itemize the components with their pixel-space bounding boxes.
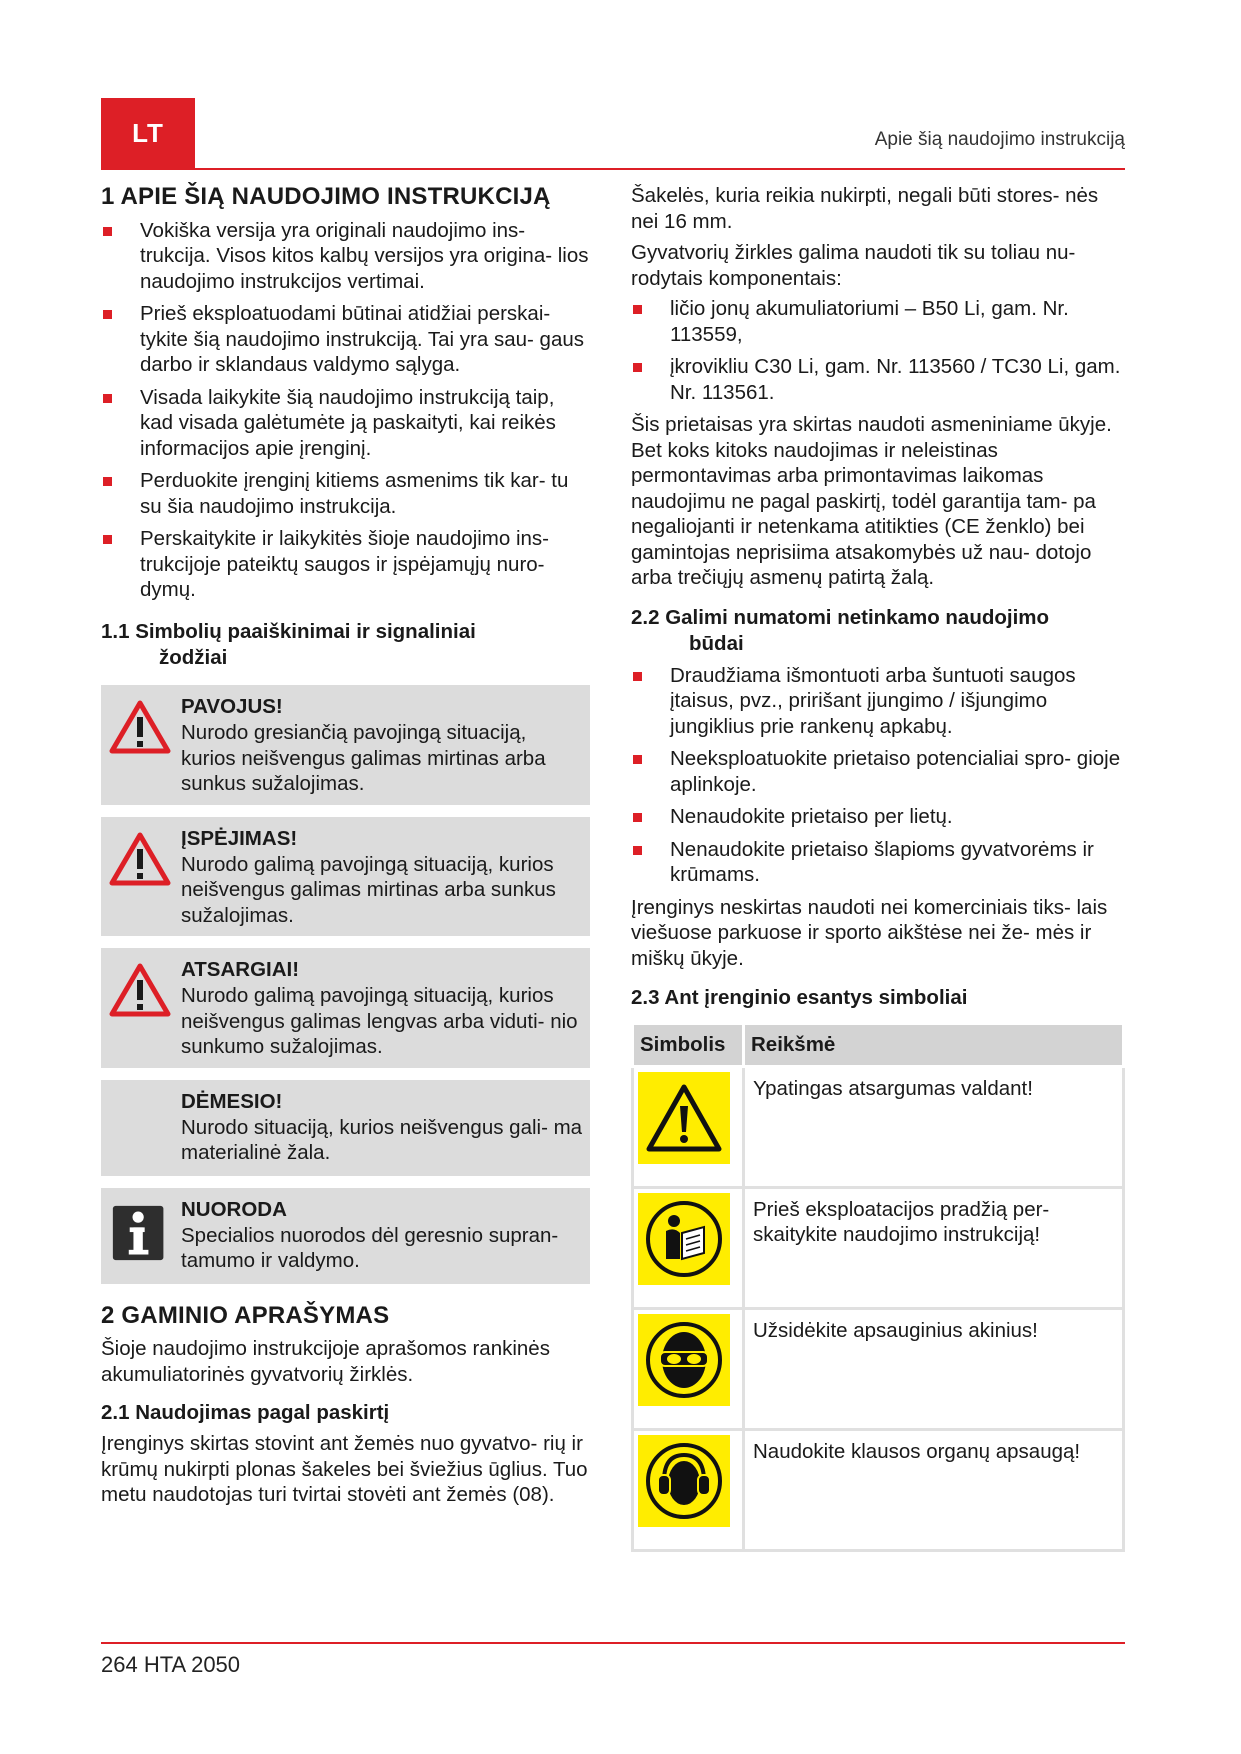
notice-danger — [101, 685, 590, 805]
section-2-title: 2 GAMINIO APRAŠYMAS — [101, 1301, 390, 1329]
caution-icon — [638, 1072, 730, 1164]
warning-triangle-icon — [109, 962, 171, 1018]
section-1-1-title-line2: žodžiai — [159, 646, 228, 670]
list-item-text: Nenaudokite prietaiso šlapioms gyvatvorėms ir krūmams. — [670, 837, 1094, 887]
bullet-square-icon — [633, 813, 642, 822]
bullet-square-icon — [633, 672, 642, 681]
list-item — [631, 804, 1125, 830]
branch-thickness-text: Šakelės, kuria reikia nukirpti, negali būti stores- nės nei 16 mm. — [631, 184, 1099, 233]
list-item-text: Neeksploatuokite prietaiso potencialiai spro- gioje aplinkoje. — [670, 747, 1121, 796]
notice-title: DĖMESIO! — [181, 1089, 283, 1113]
list-item — [631, 746, 1125, 797]
notice-body: Nurodo gresiančią pavojingą situaciją, kurios neišvengus galimas mirtinas arba sunkus sužalojimas. — [181, 721, 546, 796]
table-row — [633, 1066, 1124, 1187]
bullet-square-icon — [633, 755, 642, 764]
meaning-cell: Užsidėkite apsauginius akinius! — [744, 1308, 1124, 1429]
list-item-text: ličio jonų akumuliatoriumi – B50 Li, gam. Nr. 113559, — [670, 297, 1069, 346]
meaning-cell: Prieš eksploatacijos pradžią per- skaitykite naudojimo instrukciją! — [744, 1187, 1124, 1308]
notice-title: PAVOJUS! — [181, 695, 283, 719]
bullet-square-icon — [633, 363, 642, 372]
list-item — [101, 526, 590, 603]
not-intended-text: Įrenginys neskirtas naudoti nei komerciniais tiks- lais viešuose parkuose ir sporto aikštėse nei že- mės ir miškų ūkyje. — [631, 895, 1108, 970]
misuse-list — [631, 663, 1125, 888]
section-2-1-text: Įrenginys skirtas stovint ant žemės nuo gyvatvo- rių ir krūmų nukirpti plonas šakeles bei šviežius ūglius. Tuo metu naudotojas turi tvirtai stovėti ant žemės (08). — [101, 1432, 588, 1507]
right-column — [631, 183, 1125, 1552]
symbols-table — [631, 1022, 1125, 1552]
running-header: Apie šią naudojimo instrukciją — [874, 129, 1125, 150]
warning-triangle-icon — [109, 831, 171, 887]
column-header-symbol: Simbolis — [633, 1023, 744, 1066]
column-header-meaning: Reikšmė — [744, 1023, 1124, 1066]
list-item-text: Perduokite įrenginį kitiems asmenims tik kar- tu su šia naudojimo instrukcija. — [140, 469, 569, 518]
notice-note — [101, 1188, 590, 1284]
symbol-cell — [633, 1308, 744, 1429]
notice-title: ATSARGIAI! — [181, 958, 300, 982]
list-item-text: Visada laikykite šią naudojimo instrukciją taip, kad visada galėtumėte ją paskaityti, kai reikės informacijos apie įrenginį. — [140, 385, 556, 460]
section-2-2-title-line2: būdai — [689, 632, 744, 656]
left-column — [101, 183, 590, 1508]
list-item-text: Draudžiama išmontuoti arba šuntuoti saugos įtaisus, pvz., pririšant įjungimo / išjungimo jungiklius prie rankenų apkabų. — [670, 663, 1076, 738]
symbol-cell — [633, 1066, 744, 1187]
intro-bullet-list — [101, 218, 590, 603]
notice-body: Specialios nuorodos dėl geresnio supran- tamumo ir valdymo. — [181, 1223, 559, 1273]
read-manual-icon — [638, 1193, 730, 1285]
list-item — [101, 218, 590, 295]
bullet-square-icon — [103, 310, 112, 319]
notice-warning — [101, 817, 590, 937]
notice-attention — [101, 1080, 590, 1176]
section-2-text: Šioje naudojimo instrukcijoje aprašomos rankinės akumuliatorinės gyvatvorių žirklės. — [101, 1337, 550, 1386]
bullet-square-icon — [103, 394, 112, 403]
list-item-text: Nenaudokite prietaiso per lietų. — [670, 805, 953, 829]
table-header-row — [633, 1023, 1124, 1066]
section-2-1-title: 2.1 Naudojimas pagal paskirtį — [101, 1401, 390, 1425]
meaning-cell: Naudokite klausos organų apsaugą! — [744, 1429, 1124, 1550]
intended-use-text: Šis prietaisas yra skirtas naudoti asmeniniame ūkyje. Bet koks kitoks naudojimas ir neleistinas permontavimas arba primontavimas laikomas naudojimu ne pagal paskirtį, todėl garantija tam- pa negaliojanti ir netenkama atitikties (CE ženklo) bei gamintojas neprisiima atsakomybės už nau- dotojo arba trečiųjų asmenų patirtą žalą. — [631, 413, 1112, 589]
info-icon — [111, 1202, 169, 1264]
header-divider — [101, 168, 1125, 170]
notice-body: Nurodo galimą pavojingą situaciją, kurios neišvengus galimas mirtinas arba sunkus sužalojimas. — [181, 852, 556, 927]
section-1-1-title-line1: 1.1 Simbolių paaiškinimai ir signaliniai — [101, 619, 476, 643]
warning-triangle-icon — [109, 699, 171, 755]
signal-word-list — [101, 685, 590, 1284]
list-item — [631, 837, 1125, 888]
notice-caution — [101, 948, 590, 1068]
list-item — [631, 354, 1125, 405]
symbol-cell — [633, 1187, 744, 1308]
notice-title: ĮSPĖJIMAS! — [181, 826, 298, 850]
table-row — [633, 1187, 1124, 1308]
bullet-square-icon — [633, 846, 642, 855]
table-row — [633, 1429, 1124, 1550]
section-2-2-title-line1: 2.2 Galimi numatomi netinkamo naudojimo — [631, 605, 1050, 629]
symbol-cell — [633, 1429, 744, 1550]
section-2-3-title: 2.3 Ant įrenginio esantys simboliai — [631, 986, 968, 1010]
list-item — [101, 301, 590, 378]
section-1-title: 1 APIE ŠIĄ NAUDOJIMO INSTRUKCIJĄ — [101, 183, 551, 210]
bullet-square-icon — [103, 227, 112, 236]
bullet-square-icon — [633, 305, 642, 314]
components-list — [631, 296, 1125, 405]
list-item-text: Vokiška versija yra originali naudojimo ins- trukcija. Visos kitos kalbų versijos yra origina- lios naudojimo instrukcijos vertimai. — [140, 218, 589, 293]
components-intro-text: Gyvatvorių žirkles galima naudoti tik su toliau nu- rodytais komponentais: — [631, 241, 1076, 290]
bullet-square-icon — [103, 535, 112, 544]
table-row — [633, 1308, 1124, 1429]
list-item — [101, 385, 590, 462]
section-1-1-title — [101, 619, 590, 672]
list-item — [101, 468, 590, 519]
list-item-text: Prieš eksploatuodami būtinai atidžiai perskai- tykite šią naudojimo instrukciją. Tai yra sau- gaus darbo ir sklandaus valdymo sąlyga. — [140, 302, 584, 377]
list-item — [631, 663, 1125, 740]
list-item-text: įkrovikliu C30 Li, gam. Nr. 113560 / TC30 Li, gam. Nr. 113561. — [670, 355, 1121, 404]
ear-protection-icon — [638, 1435, 730, 1527]
meaning-cell: Ypatingas atsargumas valdant! — [744, 1066, 1124, 1187]
section-2-2-title — [631, 605, 1125, 658]
eye-protection-icon — [638, 1314, 730, 1406]
language-tab: LT — [101, 98, 195, 168]
notice-body: Nurodo situaciją, kurios neišvengus gali- ma materialinė žala. — [181, 1115, 583, 1165]
notice-title: NUORODA — [181, 1197, 287, 1221]
bullet-square-icon — [103, 477, 112, 486]
notice-body: Nurodo galimą pavojingą situaciją, kurios neišvengus galimas lengvas arba viduti- nio sunkumo sužalojimas. — [181, 984, 578, 1059]
footer-divider — [101, 1642, 1125, 1644]
list-item — [631, 296, 1125, 347]
page-footer: 264 HTA 2050 — [101, 1652, 241, 1677]
list-item-text: Perskaitykite ir laikykitės šioje naudojimo ins- trukcijoje pateiktų saugos ir įspėjamųjų nuro- dymų. — [140, 527, 550, 602]
